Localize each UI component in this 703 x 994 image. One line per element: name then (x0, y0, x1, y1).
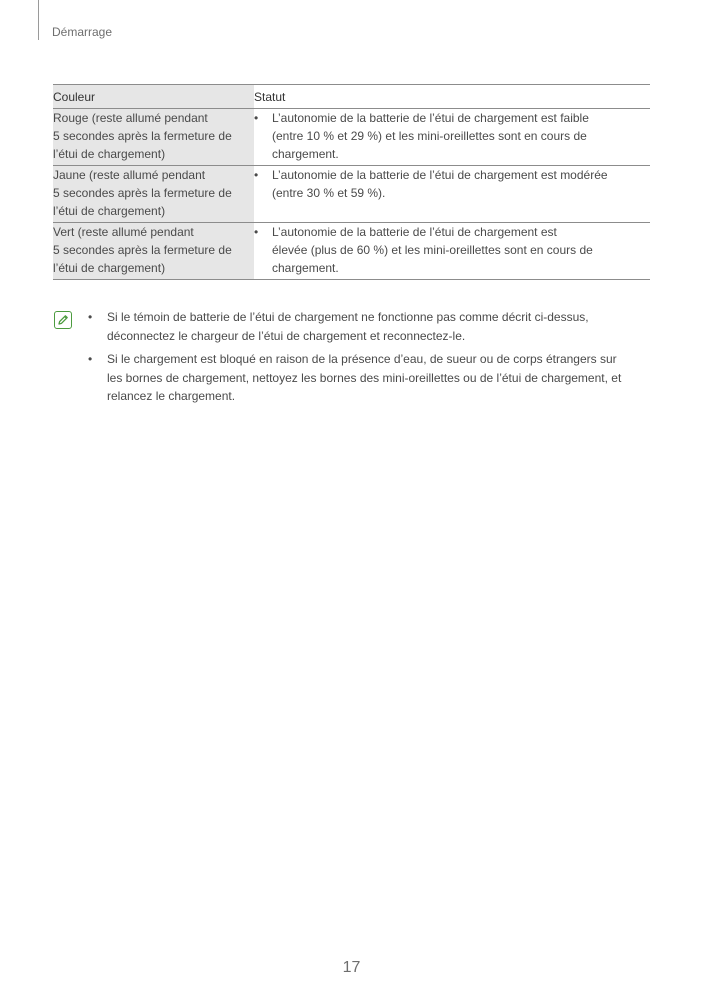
status-text (272, 223, 650, 277)
note-item (88, 350, 648, 406)
status-line: L’autonomie de la batterie de l’étui de chargement est faible (272, 111, 589, 125)
battery-status-table (53, 84, 650, 280)
note-pencil-icon (54, 311, 72, 329)
color-line: Jaune (reste allumé pendant (53, 168, 206, 182)
status-line: L’autonomie de la batterie de l’étui de chargement est (272, 225, 557, 239)
status-line: (entre 10 % et 29 %) et les mini-oreillettes sont en cours de (272, 129, 587, 143)
color-cell (53, 166, 254, 223)
status-line: chargement. (272, 261, 339, 275)
color-line: l’étui de chargement) (53, 261, 166, 275)
color-line: Vert (reste allumé pendant (53, 225, 194, 239)
color-line: 5 secondes après la fermeture de (53, 186, 232, 200)
note-line: Si le témoin de batterie de l’étui de chargement ne fonctionne pas comme décrit ci-dessus, (107, 310, 589, 324)
bullet-mark: • (88, 352, 93, 366)
column-header-status: Statut (254, 89, 286, 104)
table-row (53, 166, 650, 223)
note-line: déconnectez le chargeur de l’étui de chargement et reconnectez-le. (107, 328, 466, 343)
margin-rule (38, 0, 39, 40)
note-line: Si le chargement est bloqué en raison de la présence d’eau, de sueur ou de corps étrangers sur (107, 352, 617, 366)
color-line: l’étui de chargement) (53, 204, 166, 218)
column-header-color: Couleur (53, 85, 254, 109)
bullet-mark: • (254, 111, 259, 125)
color-line: 5 secondes après la fermeture de (53, 129, 232, 143)
status-cell (254, 166, 650, 223)
notes-list (88, 308, 648, 411)
note-text (107, 350, 648, 406)
pencil-icon (56, 313, 70, 327)
page-number: 17 (342, 959, 361, 976)
note-text (107, 308, 648, 345)
status-bullet (254, 166, 650, 202)
bullet-mark: • (254, 168, 259, 182)
color-cell (53, 109, 254, 166)
status-bullet (254, 223, 650, 277)
status-bullet (254, 109, 650, 163)
status-text (272, 109, 650, 163)
status-line: chargement. (272, 147, 339, 161)
section-header: Démarrage (52, 25, 113, 39)
color-line: Rouge (reste allumé pendant (53, 111, 208, 125)
status-line: élevée (plus de 60 %) et les mini-oreillettes sont en cours de (272, 243, 593, 257)
table-row (53, 109, 650, 166)
note-item (88, 308, 648, 345)
bullet-mark: • (88, 310, 93, 324)
note-line: relancez le chargement. (107, 389, 236, 403)
bullet-mark: • (254, 225, 259, 239)
status-cell (254, 223, 650, 280)
table-header-row (53, 85, 650, 109)
status-line: (entre 30 % et 59 %). (272, 186, 386, 200)
note-line: les bornes de chargement, nettoyez les bornes des mini-oreillettes ou de l’étui de chargement, et (107, 370, 622, 385)
status-line: L’autonomie de la batterie de l’étui de chargement est modérée (272, 168, 608, 182)
color-line: 5 secondes après la fermeture de (53, 243, 232, 257)
status-cell (254, 109, 650, 166)
status-text (272, 166, 650, 202)
color-line: l’étui de chargement) (53, 147, 166, 161)
color-cell (53, 223, 254, 280)
table-row (53, 223, 650, 280)
